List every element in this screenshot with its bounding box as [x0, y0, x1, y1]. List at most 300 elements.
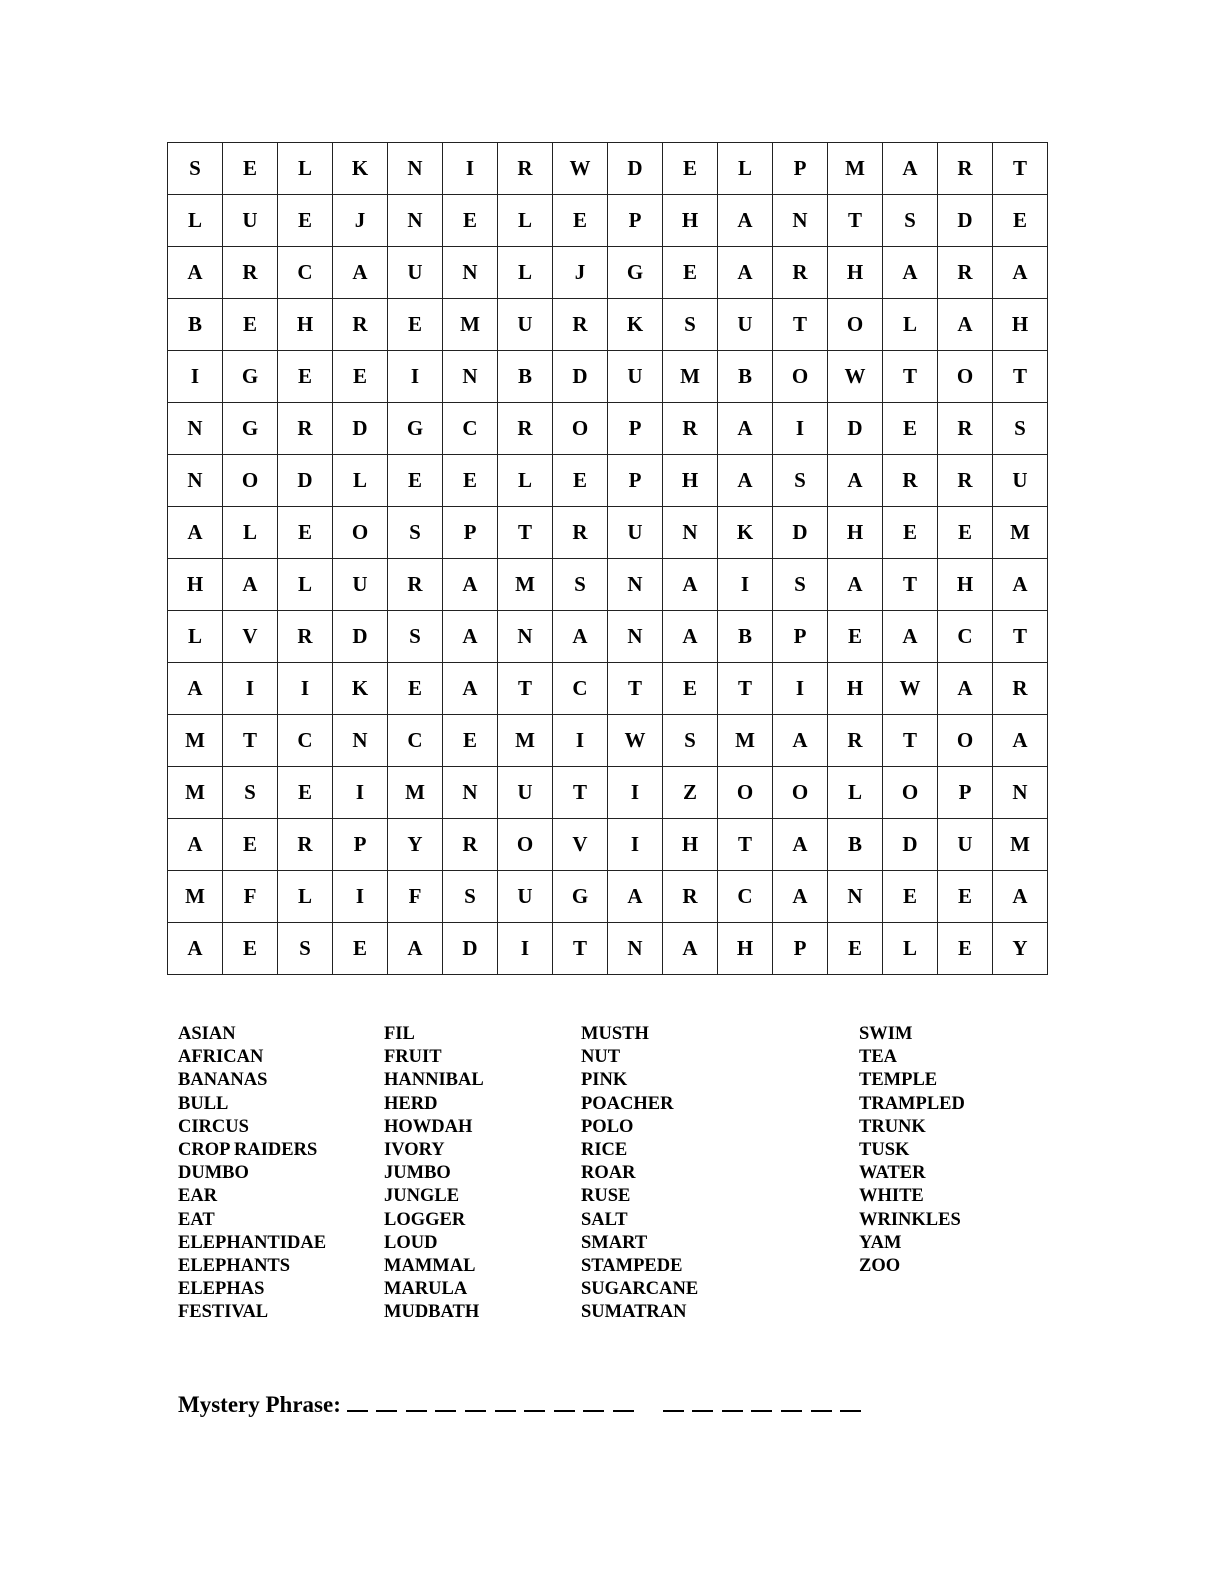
grid-cell[interactable]: O	[828, 299, 883, 351]
grid-cell[interactable]: L	[828, 767, 883, 819]
grid-cell[interactable]: P	[773, 923, 828, 975]
grid-cell[interactable]: W	[608, 715, 663, 767]
grid-row	[168, 195, 1048, 247]
grid-cell[interactable]: I	[443, 143, 498, 195]
grid-cell[interactable]: E	[388, 663, 443, 715]
grid-cell[interactable]: A	[168, 507, 223, 559]
grid-cell[interactable]: D	[553, 351, 608, 403]
grid-cell[interactable]: P	[608, 195, 663, 247]
grid-cell[interactable]: M	[993, 819, 1048, 871]
grid-cell[interactable]: A	[443, 611, 498, 663]
grid-cell[interactable]: G	[223, 403, 278, 455]
grid-cell[interactable]: A	[773, 871, 828, 923]
grid-cell[interactable]: R	[278, 819, 333, 871]
grid-cell[interactable]: G	[223, 351, 278, 403]
grid-cell[interactable]: S	[168, 143, 223, 195]
grid-cell[interactable]: L	[498, 455, 553, 507]
grid-cell[interactable]: D	[883, 819, 938, 871]
grid-cell[interactable]: A	[443, 663, 498, 715]
grid-cell[interactable]: N	[333, 715, 388, 767]
grid-cell[interactable]: I	[333, 767, 388, 819]
grid-cell[interactable]: D	[278, 455, 333, 507]
grid-cell[interactable]: U	[608, 351, 663, 403]
grid-cell[interactable]: G	[608, 247, 663, 299]
grid-cell[interactable]: R	[223, 247, 278, 299]
grid-cell[interactable]: M	[993, 507, 1048, 559]
mystery-letter-blank[interactable]	[406, 1396, 427, 1412]
grid-cell[interactable]: D	[443, 923, 498, 975]
grid-cell[interactable]: L	[883, 299, 938, 351]
grid-cell[interactable]: T	[828, 195, 883, 247]
grid-cell[interactable]: O	[223, 455, 278, 507]
grid-cell[interactable]: W	[883, 663, 938, 715]
grid-row	[168, 299, 1048, 351]
grid-cell[interactable]: A	[883, 143, 938, 195]
grid-cell[interactable]: G	[388, 403, 443, 455]
grid-cell[interactable]: I	[608, 767, 663, 819]
grid-cell[interactable]: R	[828, 715, 883, 767]
grid-cell[interactable]: K	[333, 143, 388, 195]
word-list-item: WRINKLES	[859, 1209, 961, 1230]
grid-cell[interactable]: D	[333, 611, 388, 663]
grid-cell[interactable]: L	[498, 195, 553, 247]
grid-cell[interactable]: Z	[663, 767, 718, 819]
grid-cell[interactable]: T	[553, 923, 608, 975]
grid-cell[interactable]: N	[608, 611, 663, 663]
grid-cell[interactable]: A	[168, 247, 223, 299]
mystery-letter-blank[interactable]	[840, 1396, 861, 1412]
word-list-item: RICE	[581, 1140, 628, 1161]
grid-cell[interactable]: V	[553, 819, 608, 871]
grid-cell[interactable]: A	[168, 819, 223, 871]
grid-cell[interactable]: C	[278, 247, 333, 299]
grid-cell[interactable]: T	[498, 507, 553, 559]
mystery-letter-blank[interactable]	[613, 1396, 634, 1412]
grid-cell[interactable]: E	[663, 247, 718, 299]
grid-cell[interactable]: N	[663, 507, 718, 559]
mystery-letter-blank[interactable]	[663, 1396, 684, 1412]
grid-cell[interactable]: K	[333, 663, 388, 715]
grid-cell[interactable]: R	[938, 247, 993, 299]
grid-cell[interactable]: R	[938, 455, 993, 507]
grid-cell[interactable]: T	[883, 559, 938, 611]
grid-cell[interactable]: Y	[388, 819, 443, 871]
grid-cell[interactable]: I	[333, 871, 388, 923]
mystery-phrase-blanks[interactable]	[347, 1392, 870, 1417]
grid-cell[interactable]: K	[718, 507, 773, 559]
grid-cell[interactable]: R	[278, 403, 333, 455]
grid-cell[interactable]: B	[718, 611, 773, 663]
grid-cell[interactable]: N	[773, 195, 828, 247]
grid-cell[interactable]: O	[498, 819, 553, 871]
grid-cell[interactable]: M	[828, 143, 883, 195]
grid-cell[interactable]: R	[498, 403, 553, 455]
grid-cell[interactable]: T	[883, 351, 938, 403]
grid-cell[interactable]: M	[663, 351, 718, 403]
grid-cell[interactable]: B	[168, 299, 223, 351]
grid-cell[interactable]: P	[608, 403, 663, 455]
grid-cell[interactable]: M	[168, 715, 223, 767]
grid-cell[interactable]: O	[938, 715, 993, 767]
grid-cell[interactable]: L	[498, 247, 553, 299]
grid-cell[interactable]: C	[443, 403, 498, 455]
grid-cell[interactable]: C	[553, 663, 608, 715]
grid-row	[168, 663, 1048, 715]
grid-cell[interactable]: O	[938, 351, 993, 403]
word-list-item: TEA	[859, 1047, 898, 1068]
grid-cell[interactable]: T	[223, 715, 278, 767]
grid-cell[interactable]: P	[608, 455, 663, 507]
grid-cell[interactable]: C	[718, 871, 773, 923]
grid-cell[interactable]: C	[388, 715, 443, 767]
grid-cell[interactable]: E	[553, 195, 608, 247]
grid-cell[interactable]: A	[883, 247, 938, 299]
grid-cell[interactable]: W	[828, 351, 883, 403]
grid-cell[interactable]: E	[223, 143, 278, 195]
grid-cell[interactable]: T	[498, 663, 553, 715]
grid-cell[interactable]: M	[498, 559, 553, 611]
grid-cell[interactable]: N	[443, 351, 498, 403]
grid-cell[interactable]: N	[388, 143, 443, 195]
grid-cell[interactable]: M	[168, 767, 223, 819]
grid-cell[interactable]: A	[718, 247, 773, 299]
grid-cell[interactable]: R	[333, 299, 388, 351]
grid-cell[interactable]: I	[388, 351, 443, 403]
grid-cell[interactable]: Y	[993, 923, 1048, 975]
grid-cell[interactable]: S	[388, 507, 443, 559]
grid-cell[interactable]: A	[828, 559, 883, 611]
grid-cell[interactable]: O	[553, 403, 608, 455]
grid-cell[interactable]: T	[608, 663, 663, 715]
grid-cell[interactable]: S	[388, 611, 443, 663]
grid-cell[interactable]: U	[223, 195, 278, 247]
grid-cell[interactable]: A	[993, 559, 1048, 611]
grid-cell[interactable]: A	[663, 611, 718, 663]
grid-cell[interactable]: H	[663, 195, 718, 247]
grid-cell[interactable]: P	[773, 611, 828, 663]
word-list-item: HERD	[384, 1093, 438, 1114]
grid-cell[interactable]: L	[278, 559, 333, 611]
grid-cell[interactable]: I	[718, 559, 773, 611]
grid-cell[interactable]: T	[718, 819, 773, 871]
mystery-letter-blank[interactable]	[692, 1396, 713, 1412]
grid-cell[interactable]: H	[938, 559, 993, 611]
grid-cell[interactable]: T	[883, 715, 938, 767]
grid-cell[interactable]: T	[993, 611, 1048, 663]
grid-cell[interactable]: A	[993, 715, 1048, 767]
grid-cell[interactable]: S	[663, 299, 718, 351]
grid-cell[interactable]: O	[333, 507, 388, 559]
grid-cell[interactable]: A	[553, 611, 608, 663]
grid-cell[interactable]: E	[223, 923, 278, 975]
grid-cell[interactable]: B	[718, 351, 773, 403]
word-list-item: JUMBO	[384, 1163, 451, 1184]
grid-cell[interactable]: P	[443, 507, 498, 559]
grid-cell[interactable]: D	[773, 507, 828, 559]
grid-cell[interactable]: H	[828, 507, 883, 559]
grid-cell[interactable]: N	[608, 923, 663, 975]
mystery-letter-blank[interactable]	[583, 1396, 604, 1412]
grid-cell[interactable]: U	[718, 299, 773, 351]
grid-cell[interactable]: G	[553, 871, 608, 923]
grid-cell[interactable]: R	[773, 247, 828, 299]
grid-cell[interactable]: A	[773, 715, 828, 767]
grid-cell[interactable]: P	[333, 819, 388, 871]
grid-cell[interactable]: S	[443, 871, 498, 923]
mystery-letter-blank[interactable]	[376, 1396, 397, 1412]
grid-cell[interactable]: E	[278, 351, 333, 403]
grid-cell[interactable]: E	[938, 507, 993, 559]
word-list-item: HANNIBAL	[384, 1070, 484, 1091]
grid-cell[interactable]: R	[938, 403, 993, 455]
grid-cell[interactable]: E	[828, 923, 883, 975]
grid-cell[interactable]: T	[993, 143, 1048, 195]
grid-cell[interactable]: A	[333, 247, 388, 299]
grid-cell[interactable]: E	[663, 143, 718, 195]
grid-cell[interactable]: I	[168, 351, 223, 403]
mystery-letter-blank[interactable]	[722, 1396, 743, 1412]
grid-cell[interactable]: H	[278, 299, 333, 351]
mystery-letter-blank[interactable]	[495, 1396, 516, 1412]
grid-cell[interactable]: N	[608, 559, 663, 611]
grid-cell[interactable]: A	[608, 871, 663, 923]
grid-cell[interactable]: I	[773, 663, 828, 715]
grid-cell[interactable]: N	[828, 871, 883, 923]
grid-cell[interactable]: E	[278, 507, 333, 559]
grid-cell[interactable]: A	[388, 923, 443, 975]
grid-cell[interactable]: E	[828, 611, 883, 663]
grid-cell[interactable]: R	[388, 559, 443, 611]
grid-cell[interactable]: H	[828, 663, 883, 715]
grid-cell[interactable]: E	[388, 299, 443, 351]
grid-cell[interactable]: E	[223, 299, 278, 351]
grid-cell[interactable]: A	[168, 923, 223, 975]
grid-cell[interactable]: A	[938, 663, 993, 715]
grid-cell[interactable]: S	[223, 767, 278, 819]
grid-cell[interactable]: N	[443, 247, 498, 299]
grid-cell[interactable]: S	[883, 195, 938, 247]
grid-cell[interactable]: E	[883, 507, 938, 559]
grid-cell[interactable]: U	[498, 871, 553, 923]
grid-cell[interactable]: M	[388, 767, 443, 819]
grid-cell[interactable]: L	[278, 871, 333, 923]
grid-cell[interactable]: E	[388, 455, 443, 507]
mystery-letter-blank[interactable]	[524, 1396, 545, 1412]
word-list-item: MAMMAL	[384, 1256, 476, 1277]
mystery-letter-blank[interactable]	[465, 1396, 486, 1412]
grid-cell[interactable]: O	[883, 767, 938, 819]
grid-cell[interactable]: A	[883, 611, 938, 663]
grid-cell[interactable]: H	[663, 455, 718, 507]
grid-cell[interactable]: E	[333, 351, 388, 403]
grid-cell[interactable]: L	[718, 143, 773, 195]
grid-cell[interactable]: U	[498, 767, 553, 819]
grid-cell[interactable]: W	[553, 143, 608, 195]
grid-cell[interactable]: A	[223, 559, 278, 611]
grid-cell[interactable]: M	[498, 715, 553, 767]
grid-cell[interactable]: N	[388, 195, 443, 247]
grid-cell[interactable]: T	[993, 351, 1048, 403]
grid-cell[interactable]: A	[993, 247, 1048, 299]
grid-cell[interactable]: I	[773, 403, 828, 455]
grid-cell[interactable]: T	[773, 299, 828, 351]
grid-cell[interactable]: O	[773, 351, 828, 403]
grid-cell[interactable]: F	[223, 871, 278, 923]
grid-cell[interactable]: R	[663, 871, 718, 923]
grid-cell[interactable]: E	[938, 923, 993, 975]
grid-cell[interactable]: A	[718, 403, 773, 455]
grid-cell[interactable]: E	[938, 871, 993, 923]
grid-cell[interactable]: N	[498, 611, 553, 663]
grid-row	[168, 611, 1048, 663]
grid-cell[interactable]: P	[773, 143, 828, 195]
word-list-item: JUNGLE	[384, 1186, 460, 1207]
grid-cell[interactable]: E	[663, 663, 718, 715]
grid-cell[interactable]: U	[333, 559, 388, 611]
grid-cell[interactable]: A	[993, 871, 1048, 923]
grid-cell[interactable]: S	[663, 715, 718, 767]
grid-cell[interactable]: N	[443, 767, 498, 819]
grid-cell[interactable]: U	[938, 819, 993, 871]
grid-cell[interactable]: D	[938, 195, 993, 247]
word-list-item: SALT	[581, 1209, 628, 1230]
mystery-letter-blank[interactable]	[811, 1396, 832, 1412]
word-list-item: POACHER	[581, 1093, 674, 1114]
grid-cell[interactable]: A	[663, 923, 718, 975]
grid-cell[interactable]: N	[993, 767, 1048, 819]
grid-cell[interactable]: N	[168, 455, 223, 507]
grid-cell[interactable]: R	[663, 403, 718, 455]
grid-cell[interactable]: O	[773, 767, 828, 819]
grid-cell[interactable]: U	[993, 455, 1048, 507]
grid-cell[interactable]: A	[718, 195, 773, 247]
grid-cell[interactable]: R	[993, 663, 1048, 715]
grid-cell[interactable]: S	[993, 403, 1048, 455]
word-list-column-4	[859, 1023, 965, 1278]
grid-cell[interactable]: E	[278, 195, 333, 247]
word-list-item: TUSK	[859, 1140, 910, 1161]
grid-cell[interactable]: M	[168, 871, 223, 923]
grid-cell[interactable]: E	[993, 195, 1048, 247]
mystery-letter-blank[interactable]	[554, 1396, 575, 1412]
grid-cell[interactable]: I	[608, 819, 663, 871]
grid-cell[interactable]: D	[608, 143, 663, 195]
grid-cell[interactable]: U	[498, 299, 553, 351]
grid-cell[interactable]: A	[938, 299, 993, 351]
word-list-item: BULL	[178, 1093, 229, 1114]
grid-cell[interactable]: T	[553, 767, 608, 819]
grid-cell[interactable]: L	[333, 455, 388, 507]
grid-cell[interactable]: D	[333, 403, 388, 455]
grid-cell[interactable]: C	[938, 611, 993, 663]
mystery-letter-blank[interactable]	[347, 1396, 368, 1412]
grid-cell[interactable]: D	[828, 403, 883, 455]
grid-cell[interactable]: L	[168, 611, 223, 663]
grid-cell[interactable]: E	[278, 767, 333, 819]
grid-cell[interactable]: E	[223, 819, 278, 871]
grid-cell[interactable]: H	[168, 559, 223, 611]
word-list-item: LOGGER	[384, 1209, 466, 1230]
word-list-item: RUSE	[581, 1186, 631, 1207]
grid-cell[interactable]: I	[223, 663, 278, 715]
grid-cell[interactable]: H	[718, 923, 773, 975]
grid-cell[interactable]: R	[553, 507, 608, 559]
grid-cell[interactable]: A	[828, 455, 883, 507]
word-list-item: BANANAS	[178, 1070, 268, 1091]
grid-cell[interactable]: L	[278, 143, 333, 195]
grid-cell[interactable]: N	[168, 403, 223, 455]
grid-cell[interactable]: R	[498, 143, 553, 195]
grid-cell[interactable]: S	[773, 559, 828, 611]
grid-cell[interactable]: J	[333, 195, 388, 247]
grid-cell[interactable]: O	[718, 767, 773, 819]
grid-cell[interactable]: E	[553, 455, 608, 507]
grid-cell[interactable]: A	[718, 455, 773, 507]
grid-cell[interactable]: A	[443, 559, 498, 611]
grid-cell[interactable]: R	[553, 299, 608, 351]
grid-cell[interactable]: H	[828, 247, 883, 299]
grid-cell[interactable]: C	[278, 715, 333, 767]
grid-cell[interactable]: E	[443, 455, 498, 507]
word-list-item: STAMPEDE	[581, 1256, 683, 1277]
grid-cell[interactable]: U	[608, 507, 663, 559]
grid-cell[interactable]: B	[498, 351, 553, 403]
grid-cell[interactable]: R	[938, 143, 993, 195]
grid-cell[interactable]: E	[883, 871, 938, 923]
grid-cell[interactable]: S	[278, 923, 333, 975]
word-list-item: CIRCUS	[178, 1116, 249, 1137]
mystery-phrase-label: Mystery Phrase:	[178, 1392, 341, 1417]
grid-cell[interactable]: A	[168, 663, 223, 715]
grid-cell[interactable]: H	[663, 819, 718, 871]
grid-cell[interactable]: B	[828, 819, 883, 871]
grid-cell[interactable]: I	[278, 663, 333, 715]
grid-cell[interactable]: M	[718, 715, 773, 767]
grid-cell[interactable]: T	[718, 663, 773, 715]
grid-cell[interactable]: I	[498, 923, 553, 975]
grid-cell[interactable]: R	[443, 819, 498, 871]
grid-cell[interactable]: S	[553, 559, 608, 611]
grid-cell[interactable]: R	[883, 455, 938, 507]
grid-cell[interactable]: R	[278, 611, 333, 663]
grid-row	[168, 455, 1048, 507]
grid-row	[168, 559, 1048, 611]
grid-cell[interactable]: U	[388, 247, 443, 299]
grid-cell[interactable]: V	[223, 611, 278, 663]
grid-cell[interactable]: I	[553, 715, 608, 767]
grid-cell[interactable]: S	[773, 455, 828, 507]
grid-cell[interactable]: P	[938, 767, 993, 819]
grid-cell[interactable]: E	[443, 195, 498, 247]
grid-cell[interactable]: E	[333, 923, 388, 975]
grid-cell[interactable]: M	[443, 299, 498, 351]
grid-cell[interactable]: L	[223, 507, 278, 559]
grid-cell[interactable]: L	[168, 195, 223, 247]
grid-cell[interactable]: A	[663, 559, 718, 611]
grid-cell[interactable]: F	[388, 871, 443, 923]
word-list-item: NUT	[581, 1047, 621, 1068]
mystery-letter-blank[interactable]	[435, 1396, 456, 1412]
grid-cell[interactable]: E	[443, 715, 498, 767]
grid-cell[interactable]: K	[608, 299, 663, 351]
mystery-letter-blank[interactable]	[751, 1396, 772, 1412]
grid-cell[interactable]: A	[773, 819, 828, 871]
grid-cell[interactable]: J	[553, 247, 608, 299]
mystery-letter-blank[interactable]	[781, 1396, 802, 1412]
grid-cell[interactable]: L	[883, 923, 938, 975]
grid-cell[interactable]: E	[883, 403, 938, 455]
grid-cell[interactable]: H	[993, 299, 1048, 351]
